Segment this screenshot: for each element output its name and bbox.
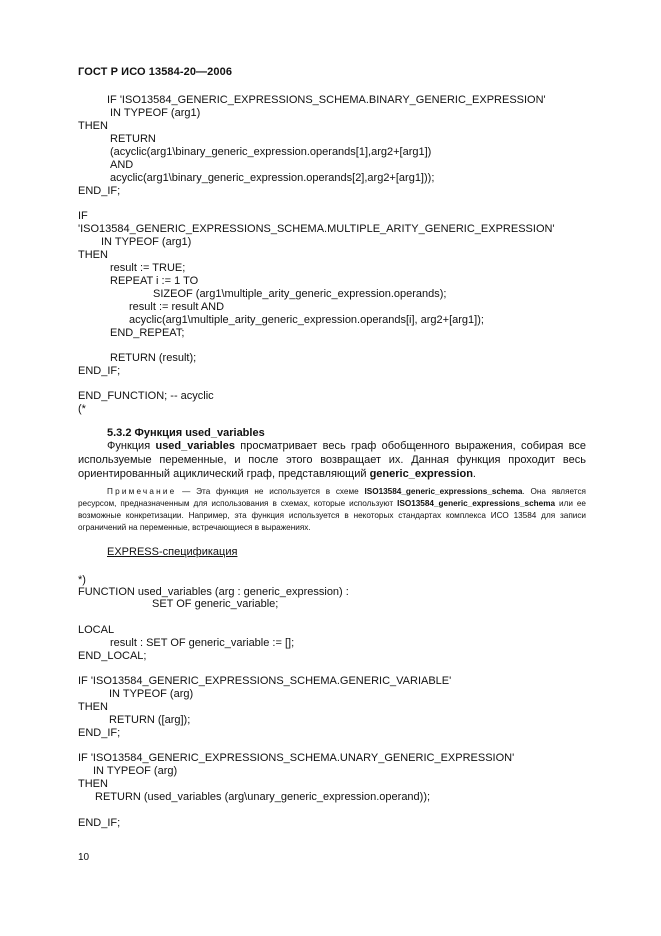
code-line: AND (110, 159, 134, 171)
code-line: result := result AND (129, 301, 225, 313)
para-text: . (472, 468, 476, 480)
para-function-name: used_variables (155, 440, 235, 452)
code-line: RETURN ([arg]); (109, 714, 191, 726)
code-line: SET OF generic_variable; (152, 598, 279, 610)
code-line: SIZEOF (arg1\multiple_arity_generic_expression.operands); (153, 288, 447, 300)
code-line: result := TRUE; (110, 262, 186, 274)
code-line: END_IF; (78, 365, 121, 377)
code-line: RETURN (used_variables (arg\unary_generic_expression.operand)); (95, 791, 431, 803)
code-line: IN TYPEOF (arg1) (110, 107, 201, 119)
code-line: acyclic(arg1\binary_generic_expression.operands[2],arg2+[arg1])); (110, 172, 435, 184)
code-line: IN TYPEOF (arg1) (101, 236, 192, 248)
document-header: ГОСТ Р ИСО 13584-20—2006 (78, 66, 233, 78)
code-line: END_REPEAT; (110, 327, 185, 339)
code-line: IF 'ISO13584_GENERIC_EXPRESSIONS_SCHEMA.GENERIC_VARIABLE' (78, 675, 452, 687)
code-line: LOCAL (78, 624, 115, 636)
code-line: FUNCTION used_variables (arg : generic_expression) : (78, 586, 349, 598)
code-line: REPEAT i := 1 TO (110, 275, 199, 287)
note-schema-name: ISO13584_generic_expressions_schema (364, 487, 523, 496)
note-paragraph (78, 486, 586, 534)
note-schema-name: ISO13584_generic_expressions_schema (397, 499, 556, 508)
section-paragraph (78, 439, 586, 481)
code-line: THEN (78, 249, 108, 261)
code-line: IF 'ISO13584_GENERIC_EXPRESSIONS_SCHEMA.UNARY_GENERIC_EXPRESSION' (78, 752, 515, 764)
code-line: acyclic(arg1\multiple_arity_generic_expression.operands[i], arg2+[arg1]); (129, 314, 484, 326)
note-label: Примечание (107, 487, 177, 496)
code-line: (acyclic(arg1\binary_generic_expression.operands[1],arg2+[arg1]) (110, 146, 432, 158)
code-line: END_FUNCTION; -- acyclic (78, 390, 214, 402)
code-line: END_IF; (78, 727, 121, 739)
code-line: IF (78, 210, 88, 222)
section-heading (107, 427, 265, 439)
code-line: result : SET OF generic_variable := []; (110, 637, 295, 649)
section-title-name: used_variables (185, 427, 265, 439)
code-line: RETURN (result); (110, 352, 197, 364)
section-title-prefix: Функция (134, 427, 183, 439)
code-line: END_LOCAL; (78, 650, 147, 662)
code-line: RETURN (110, 133, 156, 145)
code-line: THEN (78, 778, 108, 790)
page-number: 10 (78, 852, 90, 863)
code-line: IF 'ISO13584_GENERIC_EXPRESSIONS_SCHEMA.BINARY_GENERIC_EXPRESSION' (107, 94, 546, 106)
note-text: . Она является ресурсом, предназначенным для использования в схемах, которые используют (78, 487, 586, 508)
section-number: 5.3.2 (107, 427, 132, 439)
para-text: Функция (107, 440, 156, 452)
code-line: END_IF; (78, 817, 121, 829)
code-line: IN TYPEOF (arg) (93, 765, 178, 777)
code-line: *) (78, 574, 86, 586)
code-line: (* (78, 403, 86, 415)
code-line: 'ISO13584_GENERIC_EXPRESSIONS_SCHEMA.MULTIPLE_ARITY_GENERIC_EXPRESSION' (78, 223, 555, 235)
note-text: или ее возможные конкретизации. Например, эта функция используется в некоторых стандартах комплекса ИСО 13584 для записи ограничений на переменные, встречающиеся в выражениях. (78, 499, 586, 532)
para-text: просматривает весь граф обобщенного выражения, собирая все используемые переменные, и после этого возвращает их. Данная функция проходит весь ориентированный ациклический граф, представляющий (78, 440, 586, 480)
code-line: IN TYPEOF (arg) (109, 688, 194, 700)
code-line: THEN (78, 701, 108, 713)
express-spec-heading: EXPRESS-спецификация (107, 546, 238, 558)
code-line: THEN (78, 120, 108, 132)
code-line: END_IF; (78, 185, 121, 197)
para-term: generic_expression (369, 468, 473, 480)
note-text: — Эта функция не используется в схеме (176, 487, 365, 496)
